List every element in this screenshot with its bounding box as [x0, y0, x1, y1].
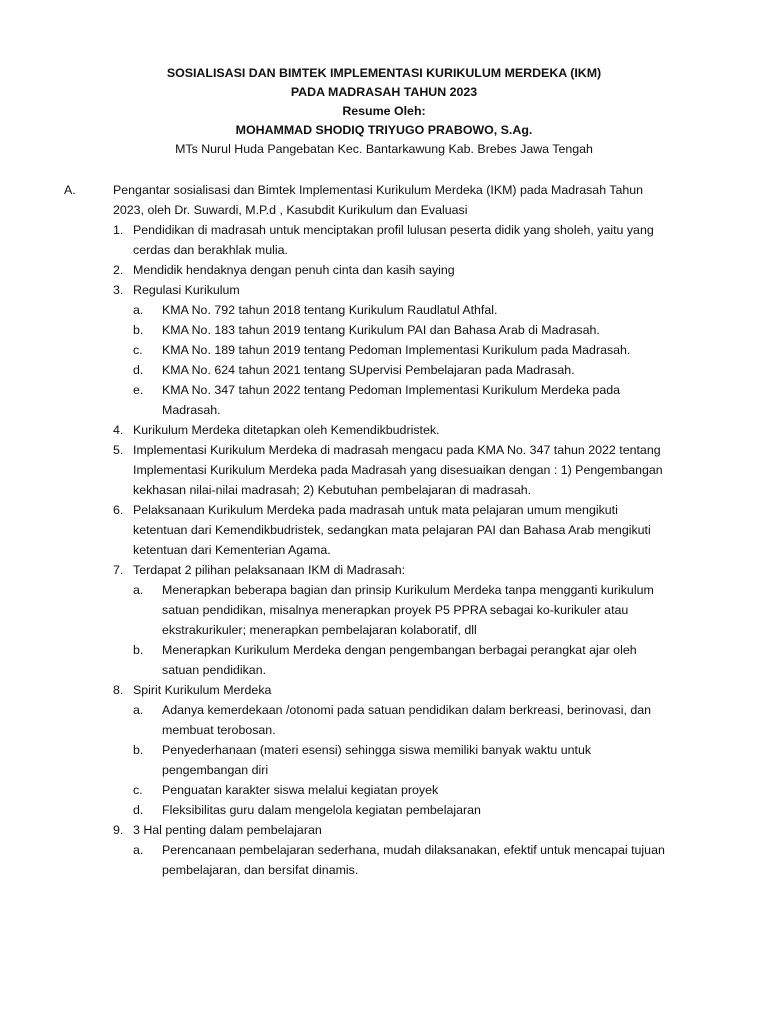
author-name: MOHAMMAD SHODIQ TRIYUGO PRABOWO, S.Ag. — [235, 123, 533, 137]
document-title-line-1: SOSIALISASI DAN BIMTEK IMPLEMENTASI KURIKULUM MERDEKA (IKM) — [166, 66, 602, 80]
sub-list-item-text: KMA No. 189 tahun 2019 tentang Pedoman Implementasi Kurikulum pada Madrasah. — [162, 343, 631, 357]
sub-list-item-text: satuan pendidikan, misalnya menerapkan proyek P5 PPRA sebagai ko-kurikuler atau — [162, 603, 629, 617]
sub-list-item-text: Menerapkan Kurikulum Merdeka dengan pengembangan berbagai perangkat ajar oleh — [162, 643, 637, 657]
list-item-text: Spirit Kurikulum Merdeka — [133, 683, 272, 697]
section-a-intro-line-text: Pengantar sosialisasi dan Bimtek Implementasi Kurikulum Merdeka (IKM) pada Madrasah Tahun — [113, 183, 644, 197]
sub-list-item-marker: a. — [133, 843, 144, 857]
sub-list-item-text: Penguatan karakter siswa melalui kegiatan proyek — [162, 783, 439, 797]
sub-list-item-text: pengembangan diri — [162, 763, 269, 777]
section-a-intro-line-marker: A. — [64, 183, 76, 197]
list-item-text: Terdapat 2 pilihan pelaksanaan IKM di Madrasah: — [133, 563, 406, 577]
list-item-text: Pelaksanaan Kurikulum Merdeka pada madrasah untuk mata pelajaran umum mengikuti — [133, 503, 618, 517]
document-header — [0, 64, 768, 159]
list-item-marker: 7. — [113, 563, 124, 577]
list-item-text: ketentuan dari Kementerian Agama. — [133, 543, 331, 557]
sub-list-item-marker: e. — [133, 383, 144, 397]
sub-list-item-text: satuan pendidikan. — [162, 663, 267, 677]
sub-list-item-marker: a. — [133, 303, 144, 317]
list-item-text: Mendidik hendaknya dengan penuh cinta dan kasih saying — [133, 263, 455, 277]
sub-list-item-text: pembelajaran, dan bersifat dinamis. — [162, 863, 359, 877]
sub-list-item-marker: a. — [133, 703, 144, 717]
sub-list-item-marker: c. — [133, 343, 143, 357]
sub-list-item-text: Fleksibilitas guru dalam mengelola kegiatan pembelajaran — [162, 803, 481, 817]
sub-list-item-text: ekstrakurikuler; menerapkan pembelajaran kolaboratif, dll — [162, 623, 477, 637]
list-item-marker: 1. — [113, 223, 124, 237]
list-item-text: Kurikulum Merdeka ditetapkan oleh Kemendikbudristek. — [133, 423, 440, 437]
list-item-text: Regulasi Kurikulum — [133, 283, 240, 297]
sub-list-item-marker: d. — [133, 803, 144, 817]
sub-list-item-text: KMA No. 347 tahun 2022 tentang Pedoman Implementasi Kurikulum Merdeka pada — [162, 383, 621, 397]
sub-list-item-marker: a. — [133, 583, 144, 597]
sub-list-item-text: KMA No. 792 tahun 2018 tentang Kurikulum Raudlatul Athfal. — [162, 303, 498, 317]
list-item-text: Pendidikan di madrasah untuk menciptakan profil lulusan peserta didik yang sholeh, yaitu yang — [133, 223, 654, 237]
list-item-text: cerdas dan berakhlak mulia. — [133, 243, 288, 257]
sub-list-item-marker: b. — [133, 643, 144, 657]
sub-list-item-text: KMA No. 624 tahun 2021 tentang SUpervisi Pembelajaran pada Madrasah. — [162, 363, 575, 377]
sub-list-item-text: Madrasah. — [162, 403, 221, 417]
list-item-text: kekhasan nilai-nilai madrasah; 2) Kebutuhan pembelajaran di madrasah. — [133, 483, 532, 497]
sub-list-item-marker: d. — [133, 363, 144, 377]
sub-list-item-text: Perencanaan pembelajaran sederhana, mudah dilaksanakan, efektif untuk mencapai tujuan — [162, 843, 665, 857]
document-title-line-2: PADA MADRASAH TAHUN 2023 — [290, 85, 478, 99]
list-item-text: ketentuan dari Kemendikbudristek, sedangkan mata pelajaran PAI dan Bahasa Arab mengikuti — [133, 523, 651, 537]
list-item-marker: 3. — [113, 283, 124, 297]
list-item-marker: 9. — [113, 823, 124, 837]
sub-list-item-text: Penyederhanaan (materi esensi) sehingga siswa memiliki banyak waktu untuk — [162, 743, 592, 757]
list-item-text: 3 Hal penting dalam pembelajaran — [133, 823, 322, 837]
list-item-text: Implementasi Kurikulum Merdeka pada Madrasah yang disesuaikan dengan : 1) Pengembangan — [133, 463, 663, 477]
sub-list-item-text: KMA No. 183 tahun 2019 tentang Kurikulum PAI dan Bahasa Arab di Madrasah. — [162, 323, 600, 337]
resume-by-label: Resume Oleh: — [342, 104, 426, 118]
institution-name: MTs Nurul Huda Pangebatan Kec. Bantarkawung Kab. Brebes Jawa Tengah — [175, 142, 593, 156]
list-item-marker: 5. — [113, 443, 124, 457]
list-item-marker: 2. — [113, 263, 124, 277]
list-item-marker: 4. — [113, 423, 124, 437]
sub-list-item-text: Menerapkan beberapa bagian dan prinsip Kurikulum Merdeka tanpa mengganti kurikulum — [162, 583, 654, 597]
list-item-marker: 6. — [113, 503, 124, 517]
list-item-text: Implementasi Kurikulum Merdeka di madrasah mengacu pada KMA No. 347 tahun 2022 tentang — [133, 443, 661, 457]
sub-list-item-marker: b. — [133, 323, 144, 337]
list-item-marker: 8. — [113, 683, 124, 697]
sub-list-item-text: membuat terobosan. — [162, 723, 276, 737]
sub-list-item-marker: c. — [133, 783, 143, 797]
sub-list-item-marker: b. — [133, 743, 144, 757]
sub-list-item-text: Adanya kemerdekaan /otonomi pada satuan pendidikan dalam berkreasi, berinovasi, dan — [162, 703, 652, 717]
section-a-intro-line-text: 2023, oleh Dr. Suwardi, M.P.d , Kasubdit Kurikulum dan Evaluasi — [113, 203, 468, 217]
